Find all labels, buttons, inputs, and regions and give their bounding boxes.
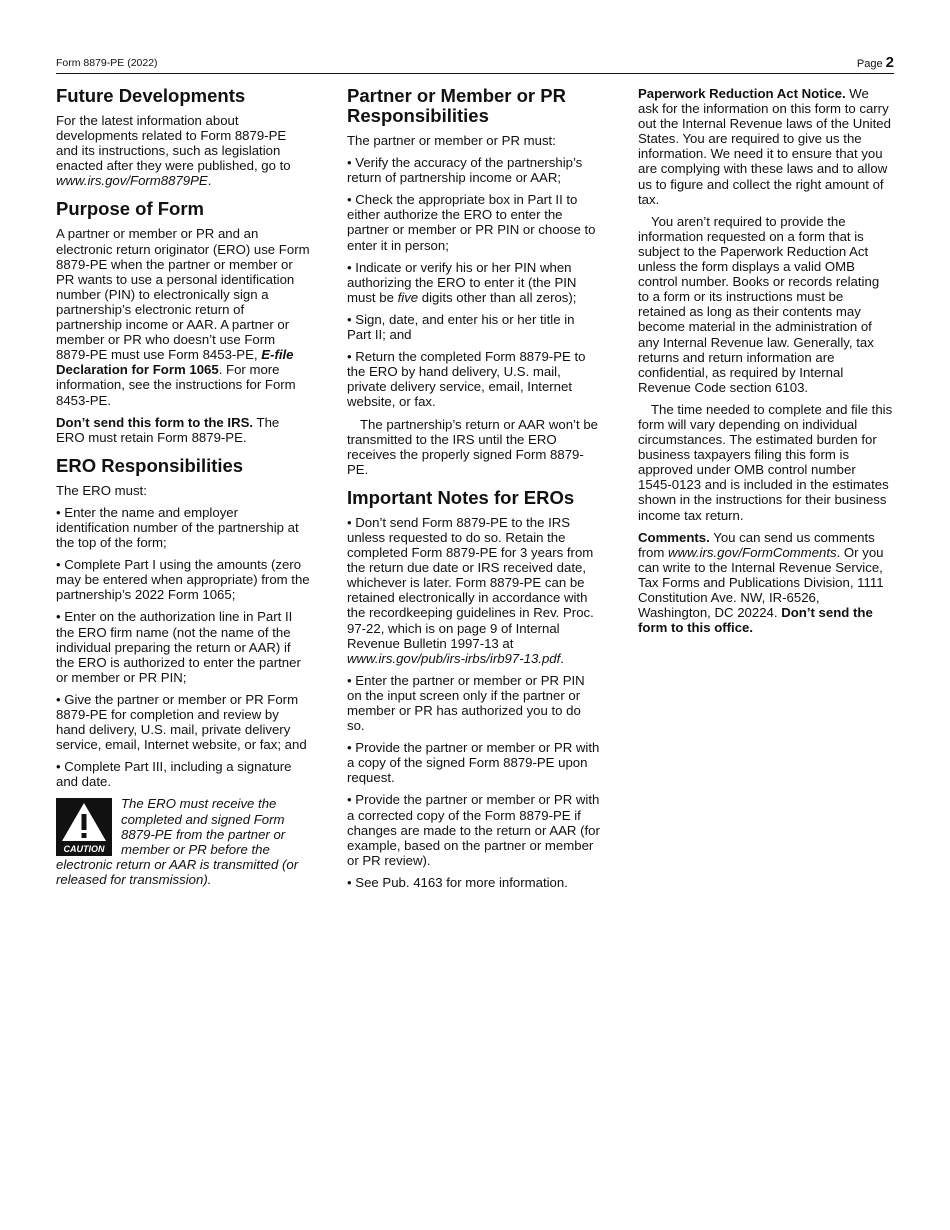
partner-item: • Return the completed Form 8879-PE to the ERO by hand delivery, U.S. mail, private delivery service, email, Internet website, or fax. [347,349,586,410]
partner-note: The partnership’s return or AAR won’t be transmitted to the IRS until the ERO receives the properly signed Form 8879-PE. [347,416,598,477]
notes-item: • Don’t send Form 8879-PE to the IRS unless requested to do so. Retain the completed Form 8879-PE for 3 years from the return due date or IRS received date, whichever is later. Form 8879-PE can be retained electronically in accordance with the recordkeeping guidelines in Rev. Proc. 97-22, which is on page 9 of Internal Revenue Bulletin 1997-13 at www.irs.gov/pub/irs-irbs/irb97-13.pdf. [347,514,594,666]
form-id: Form 8879-PE (2022) [56,57,158,69]
purpose-heading: Purpose of Form [56,198,205,220]
ero-item: • Give the partner or member or PR Form 8879-PE for completion and review by hand delivery, U.S. mail, private delivery service, email, Internet website, or fax; and [56,691,307,753]
partner-intro: The partner or member or PR must: [347,133,556,148]
comments: Comments. You can send us comments from www.irs.gov/FormComments. Or you can write to the Internal Revenue Service, Tax Forms and Publications Division, 1111 Constitution Ave. NW, IR-6526, Washington, DC 20224. Don’t send the form to this office. [638,529,884,636]
ero-intro: The ERO must: [56,482,147,498]
ero-item: • Complete Part III, including a signature and date. [56,759,292,790]
notes-item: • Provide the partner or member or PR with a copy of the signed Form 8879-PE upon request. [347,740,600,786]
notes-item: • Provide the partner or member or PR with a corrected copy of the Form 8879-PE if changes are made to the return or AAR (for example, based on the partner or member or PR review). [347,792,600,868]
partner-item: • Verify the accuracy of the partnership’s return of partnership income or AAR; [347,155,583,186]
partner-item: • Sign, date, and enter his or her title in Part II; and [347,311,575,343]
column-2 [347,86,602,897]
column-3 [638,86,893,642]
page-number: Page 2 [856,54,894,71]
caution-label: CAUTION [63,844,105,855]
comments-url: www.irs.gov/FormComments [668,544,837,560]
purpose-text: A partner or member or PR and an electronic return originator (ERO) use Form 8879-PE when the partner or member or PR wants to use a personal identification number (PIN) to electronically sign a partnership’s electronic return of partnership income or AAR. A partner or member or PR who doesn’t use Form 8879-PE must use Form 8453-PE, E-file Declaration for Form 1065. For more information, see the instructions for Form 8453-PE. [56,226,310,408]
caution-box [56,796,311,887]
partner-heading: Partner or Member or PR Responsibilities [347,85,566,126]
notes-heading: Important Notes for EROs [347,486,575,508]
ero-item: • Enter the name and employer identification number of the partnership at the top of the form; [56,504,299,551]
notes-item: • See Pub. 4163 for more information. [347,874,568,890]
future-developments-heading: Future Developments [56,85,246,106]
paperwork-p3: The time needed to complete and file this form will vary depending on individual circumstances. The estimated burden for business taxpayers filing this form is approved under OMB control number 1545-0123 and is included in the estimates shown in the instructions for their business income tax return. [638,401,893,523]
notes-item: • Enter the partner or member or PR PIN on the input screen only if the partner or member or PR has authorized you to do so. [347,672,585,734]
ero-heading: ERO Responsibilities [56,454,244,476]
partner-item: • Check the appropriate box in Part II to either authorize the ERO to enter the partner or member or PR PIN or choose to enter it in person; [347,192,596,253]
paperwork-notice: Paperwork Reduction Act Notice. We ask for the information on this form to carry out the Internal Revenue laws of the United States. You are required to give us the information. We need it to ensure that you are complying with these laws and to allow us to figure and collect the right amount of tax. [638,86,891,207]
future-developments-text: For the latest information about developments related to Form 8879-PE and its instructions, such as legislation enacted after they were published, go to www.irs.gov/Form8879PE. [56,113,291,189]
column-1 [56,86,311,887]
caution-icon [56,798,112,856]
paperwork-p2: You aren’t required to provide the information requested on a form that is subject to the Paperwork Reduction Act unless the form displays a valid OMB control number. Books or records relating to a form or its instructions must be retained as long as their contents may become material in the administration of any Internal Revenue law. Generally, tax returns and return information are confidential, as required by Internal Revenue Code section 6103. [638,213,880,395]
ero-item: • Enter on the authorization line in Part II the ERO firm name (not the name of the individual preparing the return or AAR) if the ERO is authorized to enter the partner or member or PR PIN; [56,609,301,685]
future-url: www.irs.gov/Form8879PE [56,173,208,189]
caution-text: The ERO must receive the completed and signed Form 8879-PE from the partner or member or PR before the electronic return or AAR is transmitted (or released for transmission). [56,796,299,887]
ero-item: • Complete Part I using the amounts (zero may be entered when appropriate) from the partnership’s 2022 Form 1065; [56,557,310,603]
partner-item: • Indicate or verify his or her PIN when authorizing the ERO to enter it (the PIN must be five digits other than all zeros); [347,259,577,305]
dont-send-note: Don’t send this form to the IRS. The ERO must retain Form 8879-PE. [56,414,280,445]
header-rule [56,73,894,74]
irb-url: www.irs.gov/pub/irs-irbs/irb97-13.pdf [347,650,561,666]
